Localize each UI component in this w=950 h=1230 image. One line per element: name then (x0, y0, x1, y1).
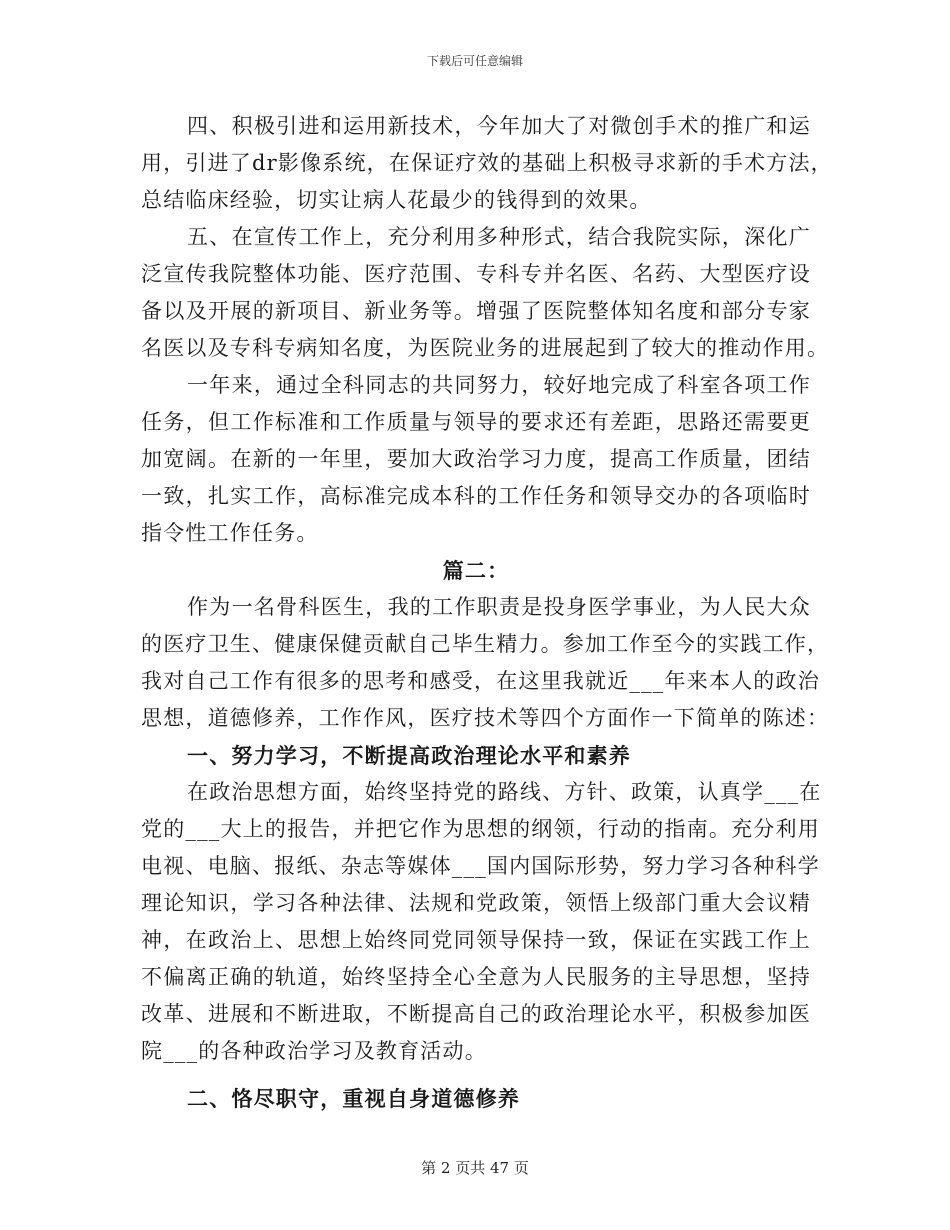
paragraph-line: 在政治思想方面，始终坚持党的路线、方针、政策，认真学___在 (187, 780, 822, 804)
subheading: 一、努力学习，不断提高政治理论水平和素养 (187, 743, 631, 768)
paragraph-line: 指令性工作任务。 (141, 521, 319, 545)
paragraph-line: 理论知识，学习各种法律、法规和党政策，领悟上级部门重大会议精 (141, 891, 811, 915)
paragraph-line: 不偏离正确的轨道，始终坚持全心全意为人民服务的主导思想，坚持 (141, 965, 811, 989)
document-body (141, 108, 833, 1117)
paragraph-line: 名医以及专科专病知名度，为医院业务的进展起到了较大的推动作用。 (141, 336, 830, 360)
paragraph-line: 用，引进了dr影像系统，在保证疗效的基础上积极寻求新的手术方法， (141, 151, 833, 175)
section-title: 篇二： (442, 558, 510, 583)
paragraph-line: 任务，但工作标准和工作质量与领导的要求还有差距，思路还需要更 (141, 410, 811, 434)
paragraph-line: 备以及开展的新项目、新业务等。增强了医院整体知名度和部分专家 (141, 299, 811, 323)
paragraph-line: 一致，扎实工作，高标准完成本科的工作任务和领导交办的各项临时 (141, 484, 811, 508)
page-header: 下载后可任意编辑 (426, 54, 523, 68)
paragraph-line: 神，在政治上、思想上始终同党同领导保持一致，保证在实践工作上 (141, 928, 811, 952)
paragraph-line: 五、在宣传工作上，充分利用多种形式，结合我院实际，深化广 (187, 225, 811, 249)
paragraph-line: 的医疗卫生、健康保健贡献自己毕生精力。参加工作至今的实践工作， (141, 632, 830, 656)
paragraph-line: 作为一名骨科医生，我的工作职责是投身医学事业，为人民大众 (187, 595, 811, 619)
paragraph-line: 电视、电脑、报纸、杂志等媒体___国内国际形势，努力学习各种科学 (141, 854, 820, 878)
page-footer: 第 2 页共 47 页 (421, 1159, 529, 1177)
subheading: 二、恪尽职守，重视自身道德修养 (187, 1086, 520, 1111)
paragraph-line: 改革、进展和不断进取，不断提高自己的政治理论水平，积极参加医 (141, 1002, 811, 1026)
paragraph-line: 院___的各种政治学习及教育活动。 (141, 1039, 487, 1063)
paragraph-line: 泛宣传我院整体功能、医疗范围、专科专并名医、名药、大型医疗设 (141, 262, 811, 286)
paragraph-line: 一年来，通过全科同志的共同努力，较好地完成了科室各项工作 (187, 373, 811, 397)
paragraph-line: 总结临床经验，切实让病人花最少的钱得到的效果。 (141, 188, 652, 212)
paragraph-line: 思想，道德修养，工作作风，医疗技术等四个方面作一下简单的陈述： (141, 706, 830, 730)
paragraph-line: 党的___大上的报告，并把它作为思想的纲领，行动的指南。充分利用 (141, 817, 820, 841)
paragraph-line: 我对自己工作有很多的思考和感受，在这里我就近___年来本人的政治 (141, 669, 820, 693)
paragraph-line: 四、积极引进和运用新技术，今年加大了对微创手术的推广和运 (187, 114, 811, 138)
paragraph-line: 加宽阔。在新的一年里，要加大政治学习力度，提高工作质量，团结 (141, 447, 811, 471)
